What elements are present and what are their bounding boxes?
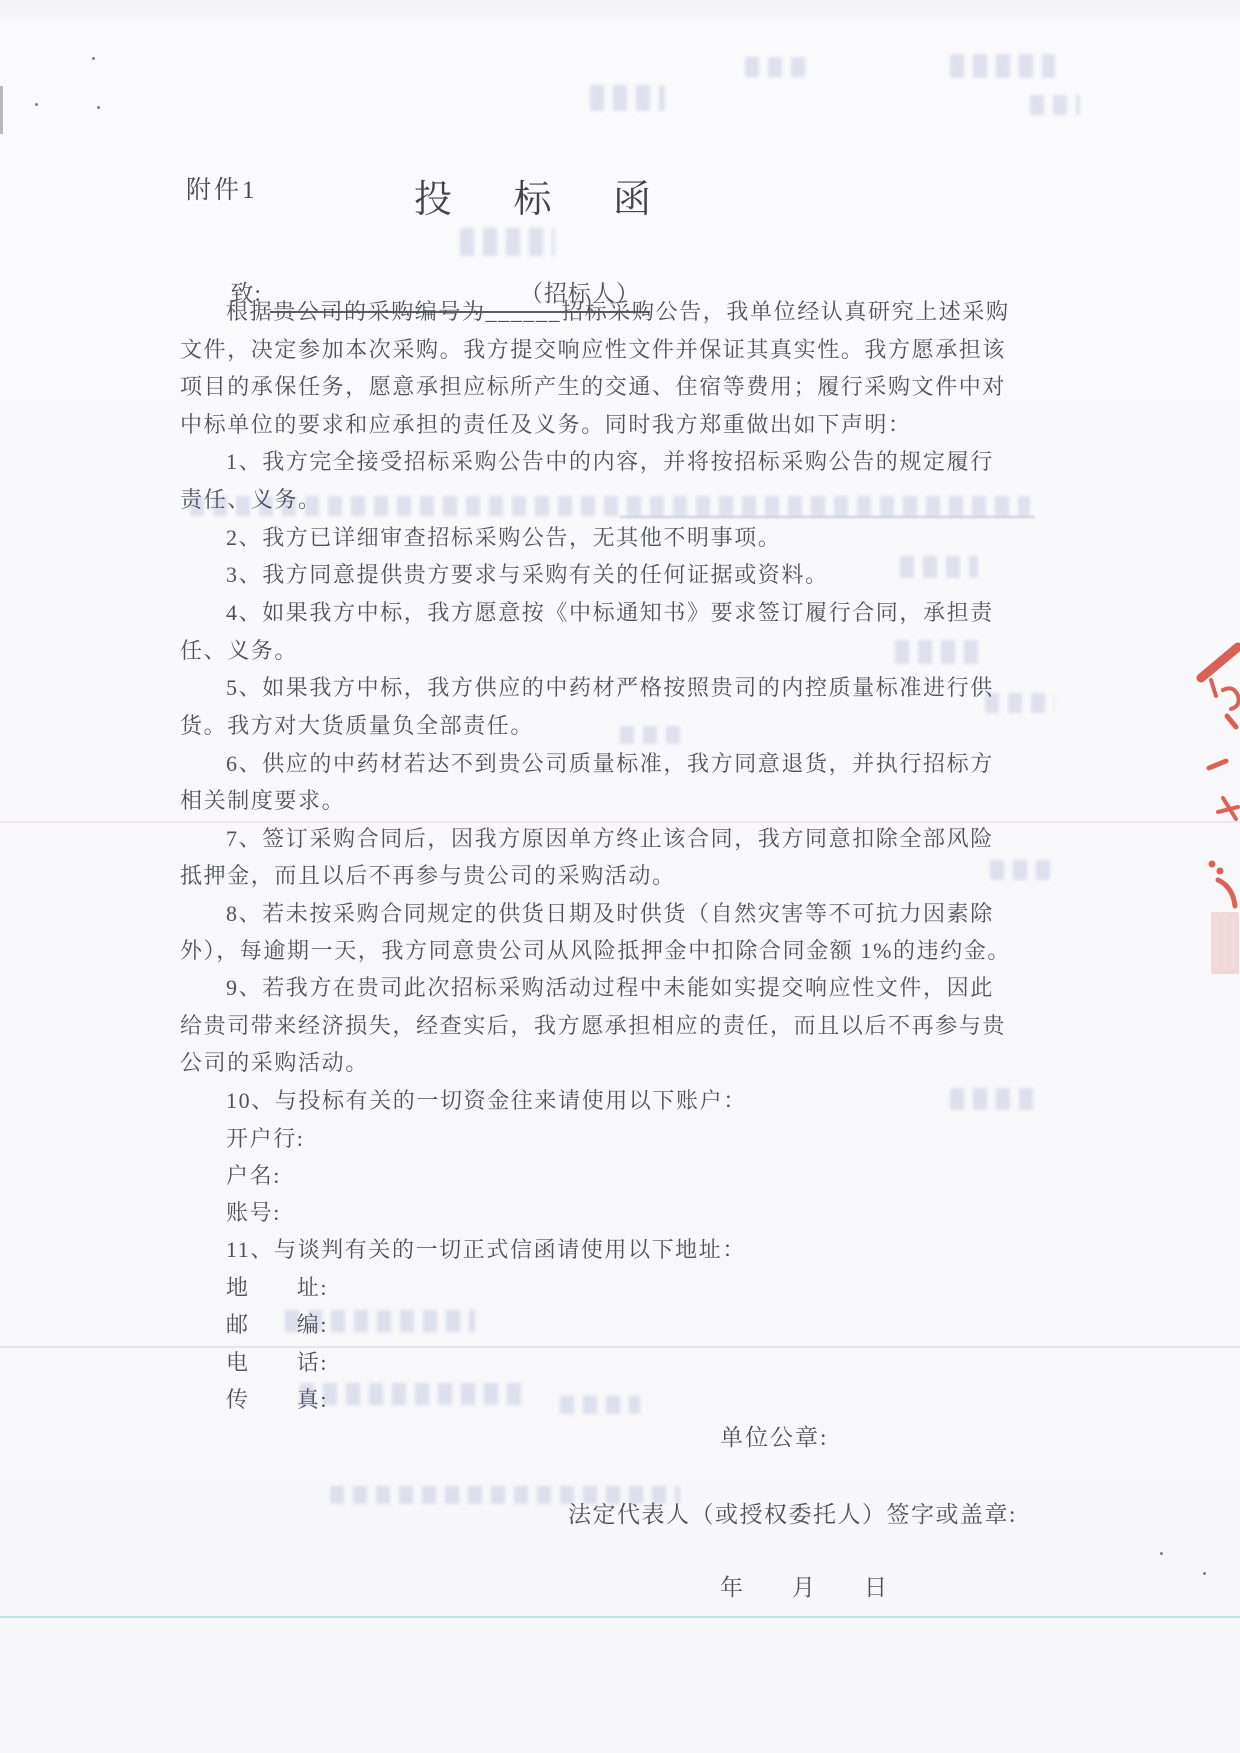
scan-speck bbox=[1203, 1572, 1206, 1575]
scan-speck bbox=[1160, 1552, 1163, 1555]
bleedthrough-ghost bbox=[300, 1383, 530, 1405]
bleedthrough-ghost bbox=[990, 860, 1050, 880]
body-line: 文件，决定参加本次采购。我方提交响应性文件并保证其真实性。我方愿承担该 bbox=[180, 337, 1007, 362]
body-line: 5、如果我方中标，我方供应的中药材严格按照贵司的内控质量标准进行供 bbox=[226, 675, 994, 700]
scan-speck bbox=[35, 103, 38, 106]
attachment-label: 附件1 bbox=[186, 177, 258, 204]
body-line: 相关制度要求。 bbox=[180, 788, 346, 813]
bleedthrough-ghost bbox=[900, 556, 978, 578]
body-line: 公司的采购活动。 bbox=[180, 1050, 369, 1075]
scan-speck bbox=[97, 106, 100, 109]
bleedthrough-ghost bbox=[745, 57, 805, 77]
bleedthrough-ghost bbox=[895, 640, 980, 664]
red-seal-strokes bbox=[1201, 647, 1239, 906]
body-line: 中标单位的要求和应承担的责任及义务。同时我方郑重做出如下声明： bbox=[180, 412, 912, 437]
red-seal-fragment bbox=[1193, 640, 1240, 990]
bleedthrough-ghost-underline bbox=[620, 516, 1035, 518]
body-line: 根据贵公司的采购编号为______招标采购公告，我单位经认真研究上述采购 bbox=[226, 299, 1010, 324]
body-line-postcode: 邮 编: bbox=[226, 1312, 329, 1337]
faded-seal-patch bbox=[1211, 912, 1239, 974]
body-line: 责任、义务。 bbox=[180, 487, 322, 512]
body-line: 8、若未按采购合同规定的供货日期及时供货（自然灾害等不可抗力因素除 bbox=[226, 901, 994, 926]
date-placeholder-line: 年 月 日 bbox=[720, 1575, 888, 1600]
body-line-fax: 传 真: bbox=[226, 1387, 329, 1412]
bleedthrough-ghost bbox=[950, 1088, 1040, 1110]
body-line: 1、我方完全接受招标采购公告中的内容，并将按招标采购公告的规定履行 bbox=[226, 449, 994, 474]
body-line: 项目的承保任务，愿意承担应标所产生的交通、住宿等费用；履行采购文件中对 bbox=[180, 374, 1007, 399]
bleedthrough-ghost bbox=[1030, 95, 1080, 115]
body-line: 任、义务。 bbox=[180, 638, 299, 663]
bleedthrough-ghost bbox=[590, 85, 665, 111]
body-line-account-name: 户名: bbox=[226, 1163, 281, 1188]
body-line: 给贵司带来经济损失，经查实后，我方愿承担相应的责任，而且以后不再参与贵 bbox=[180, 1013, 1007, 1038]
recipient-placeholder: （招标人） bbox=[519, 281, 640, 306]
body-line: 外），每逾期一天，我方同意贵公司从风险抵押金中扣除合同金额 1%的违约金。 bbox=[180, 938, 1012, 963]
scan-edge-artifact bbox=[0, 86, 3, 134]
body-line-bank-name: 开户行: bbox=[226, 1126, 305, 1151]
body-line-phone: 电 话: bbox=[226, 1350, 329, 1375]
scan-fold-line bbox=[0, 1346, 1240, 1348]
body-line: 6、供应的中药材若达不到贵公司质量标准，我方同意退货，并执行招标方 bbox=[226, 751, 994, 776]
body-line: 10、与投标有关的一切资金往来请使用以下账户： bbox=[226, 1088, 747, 1113]
scan-fold-line bbox=[0, 1616, 1240, 1618]
bleedthrough-ghost bbox=[985, 693, 1055, 713]
body-line: 抵押金，而且以后不再参与贵公司的采购活动。 bbox=[180, 863, 676, 888]
body-line: 货。我方对大货质量负全部责任。 bbox=[180, 713, 535, 738]
page-title: 投 标 函 bbox=[414, 179, 678, 221]
company-seal-caption: 单位公章: bbox=[720, 1425, 829, 1450]
scan-speck bbox=[92, 57, 95, 60]
bleedthrough-ghost bbox=[560, 1396, 640, 1414]
bleedthrough-ghost bbox=[620, 726, 680, 744]
salutation-label: 致: bbox=[230, 281, 262, 306]
body-line: 2、我方已详细审查招标采购公告，无其他不明事项。 bbox=[226, 525, 782, 550]
body-line: 11、与谈判有关的一切正式信函请使用以下地址： bbox=[226, 1237, 746, 1262]
body-line: 7、签订采购合同后，因我方原因单方终止该合同，我方同意扣除全部风险 bbox=[226, 826, 994, 851]
body-line-address: 地 址: bbox=[226, 1275, 329, 1300]
bleedthrough-ghost bbox=[950, 54, 1055, 78]
legal-representative-signature-caption: 法定代表人（或授权委托人）签字或盖章: bbox=[568, 1502, 1017, 1527]
body-line: 9、若我方在贵司此次招标采购活动过程中未能如实提交响应性文件，因此 bbox=[226, 975, 994, 1000]
body-line: 4、如果我方中标，我方愿意按《中标通知书》要求签订履行合同，承担责 bbox=[226, 600, 994, 625]
body-line-account-number: 账号: bbox=[226, 1200, 281, 1225]
body-line: 3、我方同意提供贵方要求与采购有关的任何证据或资料。 bbox=[226, 562, 829, 587]
